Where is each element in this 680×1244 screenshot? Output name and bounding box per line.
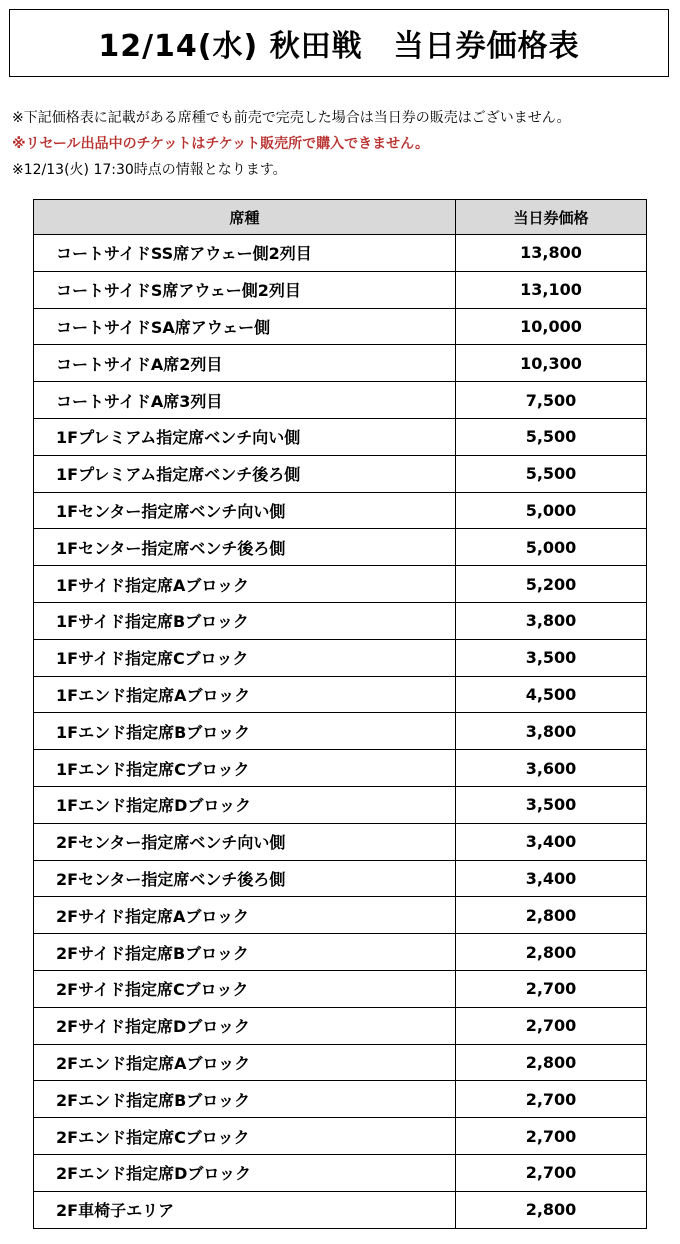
table-row	[34, 382, 647, 419]
table-row	[34, 786, 647, 823]
seat-type-cell: 1Fエンド指定席Aブロック	[34, 676, 456, 713]
seat-type-cell: 1Fプレミアム指定席ベンチ後ろ側	[34, 455, 456, 492]
seat-type-cell: 1Fサイド指定席Bブロック	[34, 602, 456, 639]
price-cell: 3,800	[456, 602, 647, 639]
table-row	[34, 455, 647, 492]
table-header-row	[34, 200, 647, 235]
table-row	[34, 1007, 647, 1044]
price-cell: 13,800	[456, 235, 647, 272]
table-row	[34, 639, 647, 676]
seat-type-cell: 1Fサイド指定席Cブロック	[34, 639, 456, 676]
table-row	[34, 676, 647, 713]
note-info-timestamp: ※12/13(火) 17:30時点の情報となります。	[12, 162, 287, 178]
seat-type-cell: 2Fサイド指定席Bブロック	[34, 934, 456, 971]
price-cell: 2,800	[456, 1044, 647, 1081]
table-row	[34, 934, 647, 971]
table-row	[34, 1118, 647, 1155]
price-cell: 2,700	[456, 1118, 647, 1155]
seat-type-cell: 2Fサイド指定席Dブロック	[34, 1007, 456, 1044]
seat-type-cell: 1Fセンター指定席ベンチ後ろ側	[34, 529, 456, 566]
price-table	[33, 199, 647, 1229]
seat-type-cell: 2Fサイド指定席Cブロック	[34, 970, 456, 1007]
price-cell: 2,700	[456, 1007, 647, 1044]
seat-type-cell: コートサイドA席2列目	[34, 345, 456, 382]
price-cell: 2,800	[456, 934, 647, 971]
seat-type-cell: 1Fサイド指定席Aブロック	[34, 566, 456, 603]
price-cell: 2,700	[456, 1154, 647, 1191]
table-row	[34, 1154, 647, 1191]
table-row	[34, 970, 647, 1007]
seat-type-cell: コートサイドS席アウェー側2列目	[34, 271, 456, 308]
table-row	[34, 1191, 647, 1228]
seat-type-cell: 2Fセンター指定席ベンチ向い側	[34, 823, 456, 860]
header-seat-type: 席種	[34, 200, 456, 235]
table-row	[34, 529, 647, 566]
seat-type-cell: 1Fプレミアム指定席ベンチ向い側	[34, 418, 456, 455]
price-cell: 2,700	[456, 1081, 647, 1118]
table-row	[34, 750, 647, 787]
price-cell: 5,500	[456, 455, 647, 492]
table-row	[34, 271, 647, 308]
price-cell: 2,800	[456, 897, 647, 934]
notes-section	[12, 108, 672, 186]
table-row	[34, 566, 647, 603]
seat-type-cell: 2Fサイド指定席Aブロック	[34, 897, 456, 934]
table-row	[34, 235, 647, 272]
price-cell: 5,200	[456, 566, 647, 603]
price-cell: 13,100	[456, 271, 647, 308]
price-cell: 2,800	[456, 1191, 647, 1228]
seat-type-cell: 2Fエンド指定席Dブロック	[34, 1154, 456, 1191]
price-cell: 7,500	[456, 382, 647, 419]
seat-type-cell: 2Fエンド指定席Bブロック	[34, 1081, 456, 1118]
seat-type-cell: 2F車椅子エリア	[34, 1191, 456, 1228]
table-row	[34, 345, 647, 382]
page-title: 12/14(水) 秋田戦 当日券価格表	[98, 29, 580, 64]
price-cell: 5,500	[456, 418, 647, 455]
seat-type-cell: 1Fセンター指定席ベンチ向い側	[34, 492, 456, 529]
seat-type-cell: コートサイドSS席アウェー側2列目	[34, 235, 456, 272]
table-row	[34, 713, 647, 750]
table-row	[34, 492, 647, 529]
table-row	[34, 1081, 647, 1118]
header-price: 当日券価格	[456, 200, 647, 235]
price-cell: 3,800	[456, 713, 647, 750]
seat-type-cell: 2Fエンド指定席Cブロック	[34, 1118, 456, 1155]
price-cell: 10,000	[456, 308, 647, 345]
seat-type-cell: 2Fセンター指定席ベンチ後ろ側	[34, 860, 456, 897]
table-row	[34, 860, 647, 897]
price-table-body	[34, 235, 647, 1229]
seat-type-cell: 1Fエンド指定席Cブロック	[34, 750, 456, 787]
note-resale-warning: ※リセール出品中のチケットはチケット販売所で購入できません。	[12, 136, 429, 152]
price-cell: 5,000	[456, 529, 647, 566]
price-cell: 5,000	[456, 492, 647, 529]
table-row	[34, 308, 647, 345]
price-cell: 3,600	[456, 750, 647, 787]
table-row	[34, 897, 647, 934]
price-cell: 4,500	[456, 676, 647, 713]
seat-type-cell: 2Fエンド指定席Aブロック	[34, 1044, 456, 1081]
price-cell: 10,300	[456, 345, 647, 382]
seat-type-cell: 1Fエンド指定席Dブロック	[34, 786, 456, 823]
page-title-box	[9, 9, 669, 77]
table-row	[34, 1044, 647, 1081]
price-cell: 3,400	[456, 860, 647, 897]
price-cell: 3,500	[456, 639, 647, 676]
price-cell: 2,700	[456, 970, 647, 1007]
note-sold-out: ※下記価格表に記載がある席種でも前売で完売した場合は当日券の販売はございません。	[12, 110, 571, 126]
price-cell: 3,500	[456, 786, 647, 823]
seat-type-cell: コートサイドSA席アウェー側	[34, 308, 456, 345]
table-row	[34, 418, 647, 455]
table-row	[34, 823, 647, 860]
price-cell: 3,400	[456, 823, 647, 860]
seat-type-cell: コートサイドA席3列目	[34, 382, 456, 419]
seat-type-cell: 1Fエンド指定席Bブロック	[34, 713, 456, 750]
table-row	[34, 602, 647, 639]
